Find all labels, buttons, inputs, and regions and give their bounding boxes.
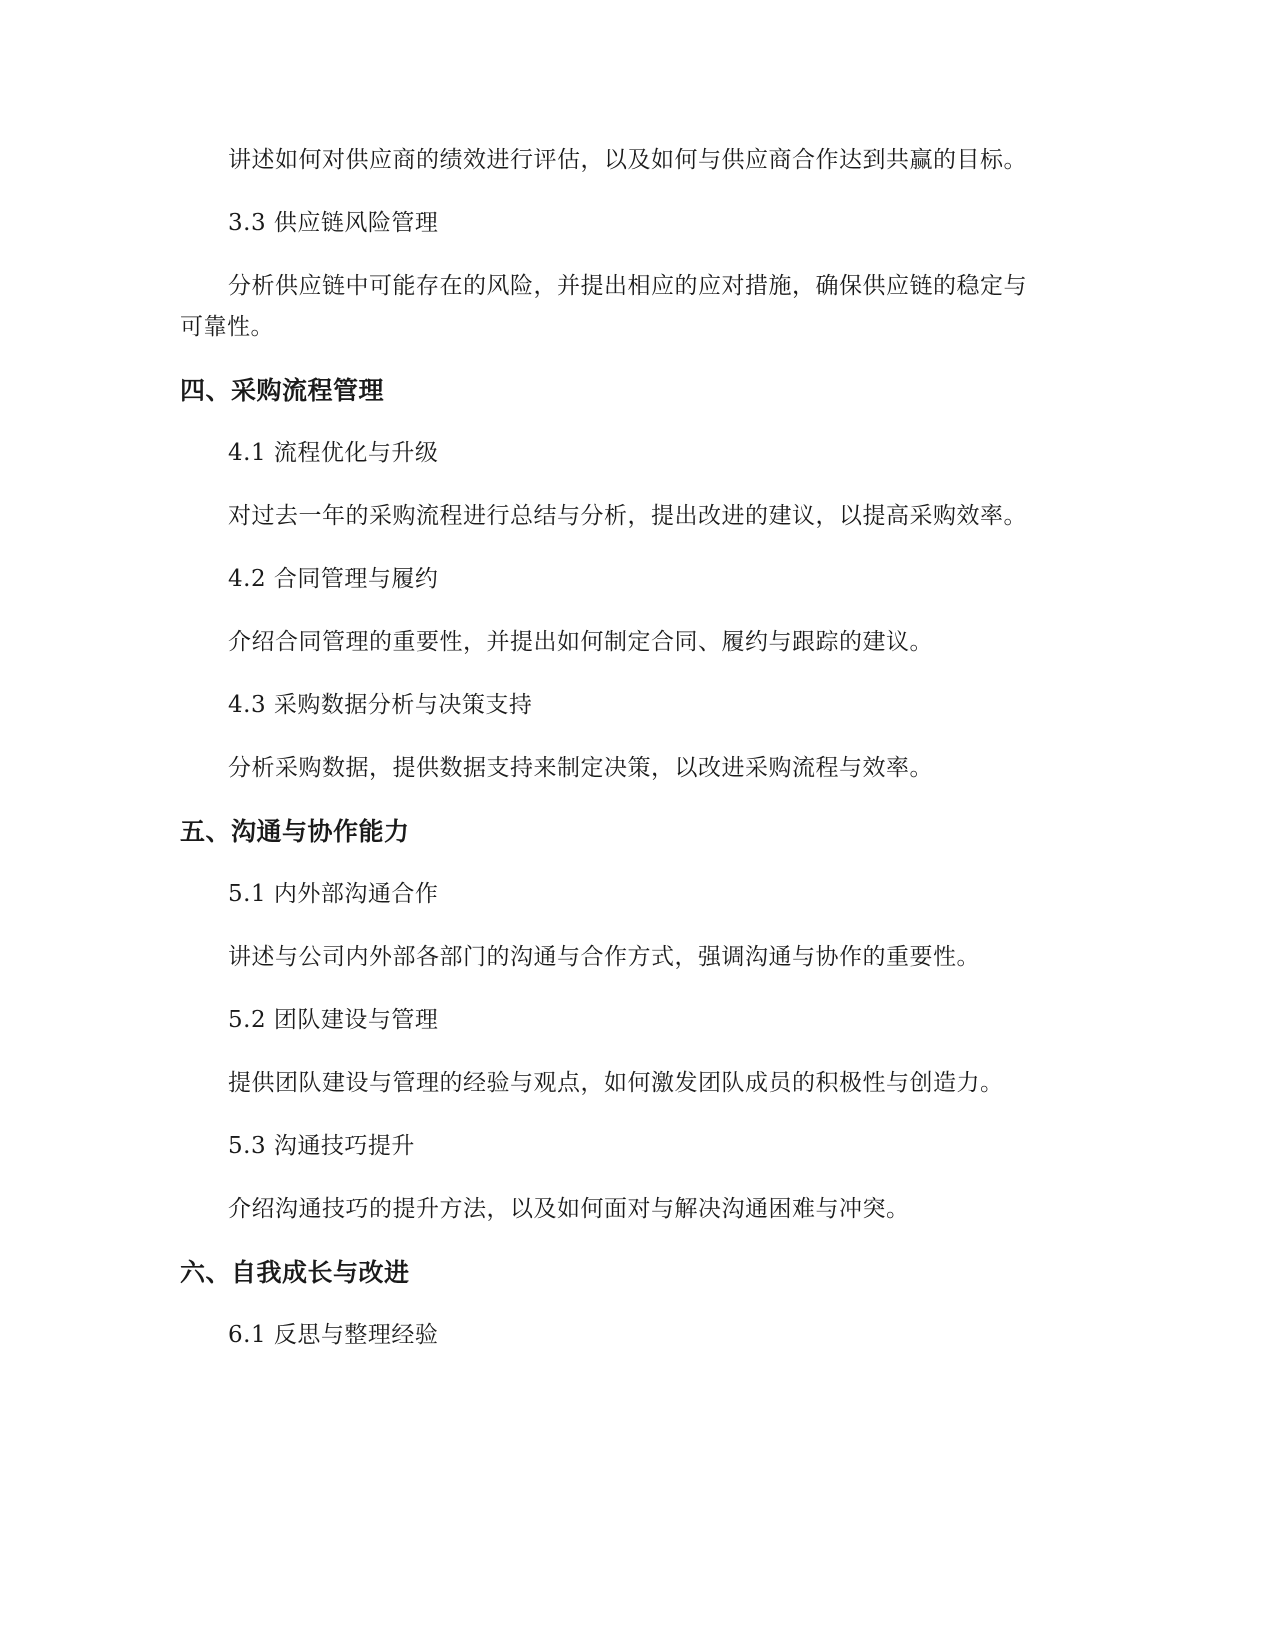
section-heading-4: 四、采购流程管理	[180, 376, 385, 405]
subheading-5-2: 5.2 团队建设与管理	[228, 1007, 439, 1033]
subheading-4-3: 4.3 采购数据分析与决策支持	[228, 692, 533, 718]
paragraph-supply-chain-risk: 分析供应链中可能存在的风险，并提出相应的应对措施，确保供应链的稳定与可靠性。	[180, 273, 1027, 340]
paragraph-supplier-evaluation: 讲述如何对供应商的绩效进行评估，以及如何与供应商合作达到共赢的目标。	[228, 147, 1027, 173]
paragraph-data-analysis: 分析采购数据，提供数据支持来制定决策，以改进采购流程与效率。	[228, 755, 933, 781]
paragraph-contract-management: 介绍合同管理的重要性，并提出如何制定合同、履约与跟踪的建议。	[228, 629, 933, 655]
subheading-5-1: 5.1 内外部沟通合作	[228, 881, 439, 907]
paragraph-team-building: 提供团队建设与管理的经验与观点，如何激发团队成员的积极性与创造力。	[228, 1070, 1004, 1096]
paragraph-process-optimization: 对过去一年的采购流程进行总结与分析，提出改进的建议，以提高采购效率。	[228, 503, 1027, 529]
subheading-4-1: 4.1 流程优化与升级	[228, 440, 439, 466]
subheading-6-1: 6.1 反思与整理经验	[228, 1322, 439, 1348]
subheading-5-3: 5.3 沟通技巧提升	[228, 1133, 415, 1159]
section-heading-5: 五、沟通与协作能力	[180, 817, 410, 846]
paragraph-communication-skills: 介绍沟通技巧的提升方法，以及如何面对与解决沟通困难与冲突。	[228, 1196, 910, 1222]
section-heading-6: 六、自我成长与改进	[180, 1258, 410, 1287]
subheading-4-2: 4.2 合同管理与履约	[228, 566, 439, 592]
document-body	[180, 140, 1035, 1378]
subheading-3-3: 3.3 供应链风险管理	[228, 210, 439, 236]
paragraph-communication: 讲述与公司内外部各部门的沟通与合作方式，强调沟通与协作的重要性。	[228, 944, 980, 970]
